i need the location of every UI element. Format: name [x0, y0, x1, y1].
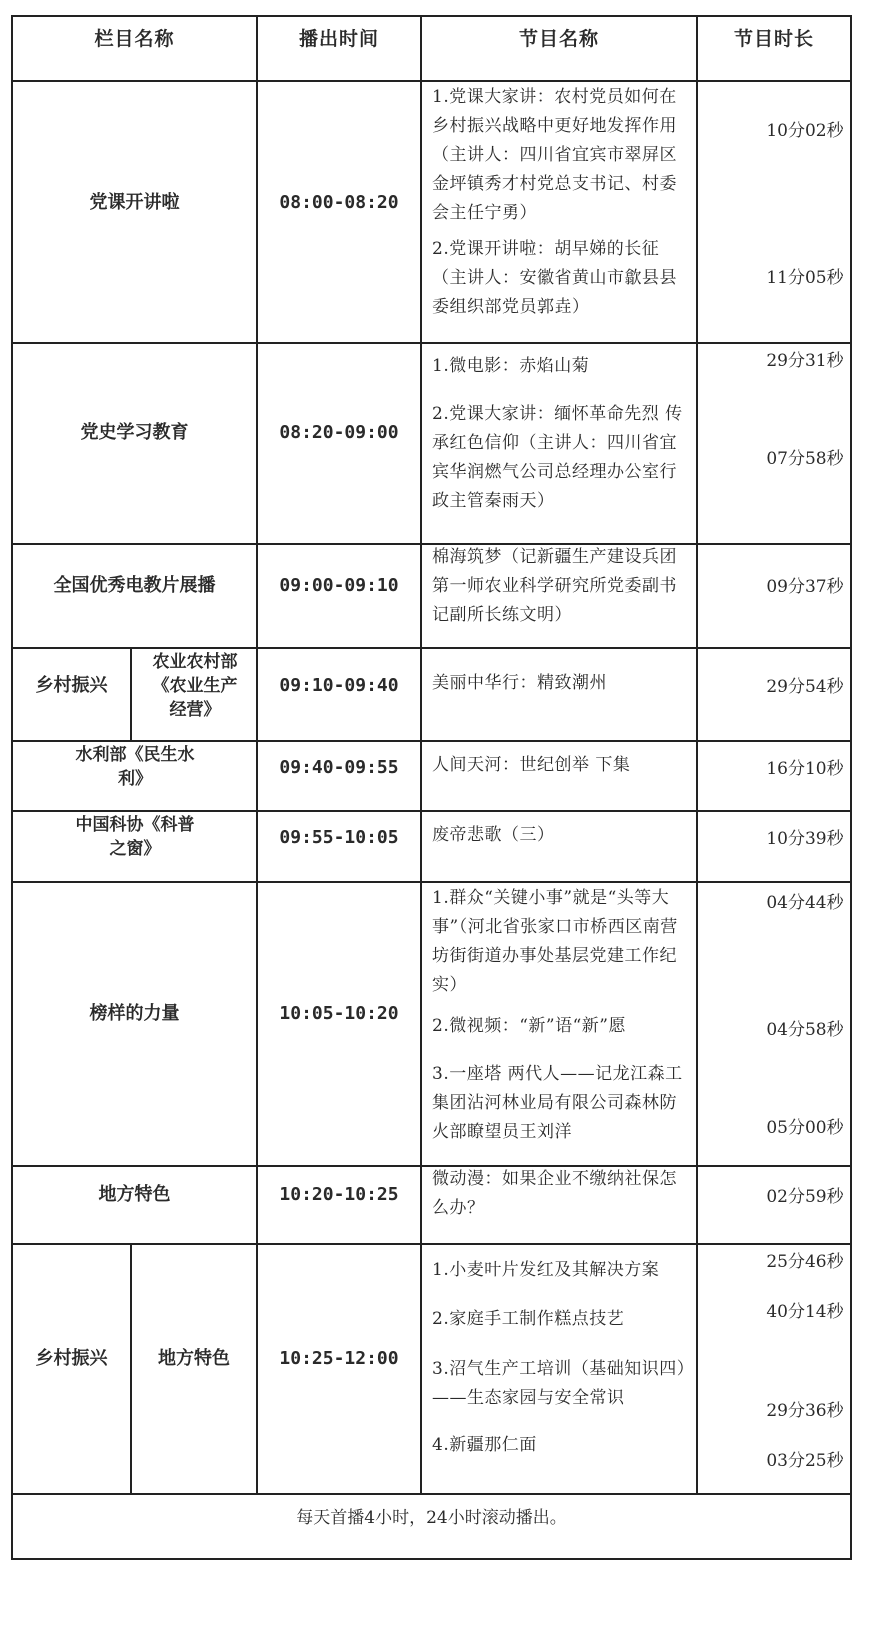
program-item: 美丽中华行：精致潮州 — [432, 673, 607, 693]
duration-item: 25分46秒 — [766, 1252, 844, 1272]
air-time-cell: 09:10-09:40 — [279, 675, 399, 696]
footer-note: 每天首播4小时，24小时滚动播出。 — [296, 1508, 567, 1528]
column-name-cell: 全国优秀电教片展播 — [53, 574, 216, 596]
program-item: 2.党课大家讲：缅怀革命先烈 传承红色信仰（主讲人：四川省宜宾华润燃气公司总经理办公室行政主管秦雨天） — [432, 404, 683, 511]
program-item: 微动漫：如果企业不缴纳社保怎么办？ — [432, 1169, 677, 1218]
program-item: 1.党课大家讲：农村党员如何在乡村振兴战略中更好地发挥作用（主讲人：四川省宜宾市翠屏区金坪镇秀才村党总支书记、村委会主任宁勇） — [432, 87, 677, 223]
program-item: 1.小麦叶片发红及其解决方案 — [432, 1260, 660, 1280]
program-item: 2.党课开讲啦：胡早娣的长征（主讲人：安徽省黄山市歙县县委组织部党员郭垚） — [432, 239, 677, 317]
program-item: 2.家庭手工制作糕点技艺 — [432, 1309, 625, 1329]
program-item: 人间天河：世纪创举 下集 — [432, 755, 631, 775]
program-item: 废帝悲歌（三） — [432, 825, 555, 845]
program-item: 1.群众“关键小事”就是“头等大事”（河北省张家口市桥西区南营坊街街道办事处基层党建工作纪实） — [432, 888, 678, 995]
program-item: 棉海筑梦（记新疆生产建设兵团第一师农业科学研究所党委副书记副所长练文明） — [432, 547, 677, 625]
duration-item: 29分36秒 — [766, 1401, 844, 1421]
duration-item: 16分10秒 — [766, 759, 844, 779]
duration-item: 10分39秒 — [766, 829, 844, 849]
duration-item: 11分05秒 — [766, 268, 844, 288]
air-time-cell: 09:00-09:10 — [279, 574, 399, 596]
sub-column-cell: 农业农村部《农业生产经营》 — [152, 651, 238, 720]
column-name-cell: 水利部《民生水利》 — [75, 745, 195, 789]
air-time-cell: 09:55-10:05 — [279, 826, 399, 848]
duration-item: 10分02秒 — [766, 121, 844, 141]
column-name-cell: 党课开讲啦 — [89, 191, 180, 213]
header-duration: 节目时长 — [733, 27, 814, 50]
duration-item: 02分59秒 — [766, 1187, 844, 1207]
duration-item: 07分58秒 — [766, 449, 844, 469]
column-name-cell: 榜样的力量 — [89, 1002, 180, 1024]
duration-item: 05分00秒 — [766, 1118, 844, 1138]
air-time-cell: 10:25-12:00 — [279, 1347, 399, 1369]
air-time-cell: 10:20-10:25 — [279, 1183, 399, 1205]
column-name-cell: 乡村振兴 — [35, 675, 108, 696]
program-item: 4.新疆那仁面 — [432, 1435, 537, 1455]
program-item: 2.微视频：“新”语“新”愿 — [432, 1016, 626, 1036]
column-name-cell: 地方特色 — [98, 1183, 171, 1205]
column-name-cell: 乡村振兴 — [35, 1347, 108, 1369]
duration-item: 29分31秒 — [766, 351, 844, 371]
program-item: 3.一座塔 两代人——记龙江森工集团沾河林业局有限公司森林防火部瞭望员王刘洋 — [432, 1064, 683, 1142]
duration-item: 29分54秒 — [766, 677, 844, 697]
air-time-cell: 09:40-09:55 — [279, 756, 399, 778]
column-name-cell: 中国科协《科普之窗》 — [75, 815, 195, 859]
air-time-cell: 08:20-09:00 — [279, 421, 399, 443]
duration-item: 03分25秒 — [766, 1451, 844, 1471]
column-name-cell: 党史学习教育 — [80, 421, 189, 443]
air-time-cell: 08:00-08:20 — [279, 191, 399, 213]
header-column-name: 栏目名称 — [94, 27, 175, 50]
sub-column-cell: 地方特色 — [158, 1347, 230, 1369]
program-item: 1.微电影：赤焰山菊 — [432, 356, 590, 376]
duration-item: 04分44秒 — [766, 893, 844, 913]
duration-item: 09分37秒 — [766, 577, 844, 597]
header-air-time: 播出时间 — [298, 27, 379, 50]
program-item: 3.沼气生产工培训（基础知识四）——生态家园与安全常识 — [432, 1359, 686, 1408]
duration-item: 40分14秒 — [766, 1302, 844, 1322]
air-time-cell: 10:05-10:20 — [279, 1002, 399, 1024]
duration-item: 04分58秒 — [766, 1020, 844, 1040]
header-program-name: 节目名称 — [518, 27, 599, 50]
